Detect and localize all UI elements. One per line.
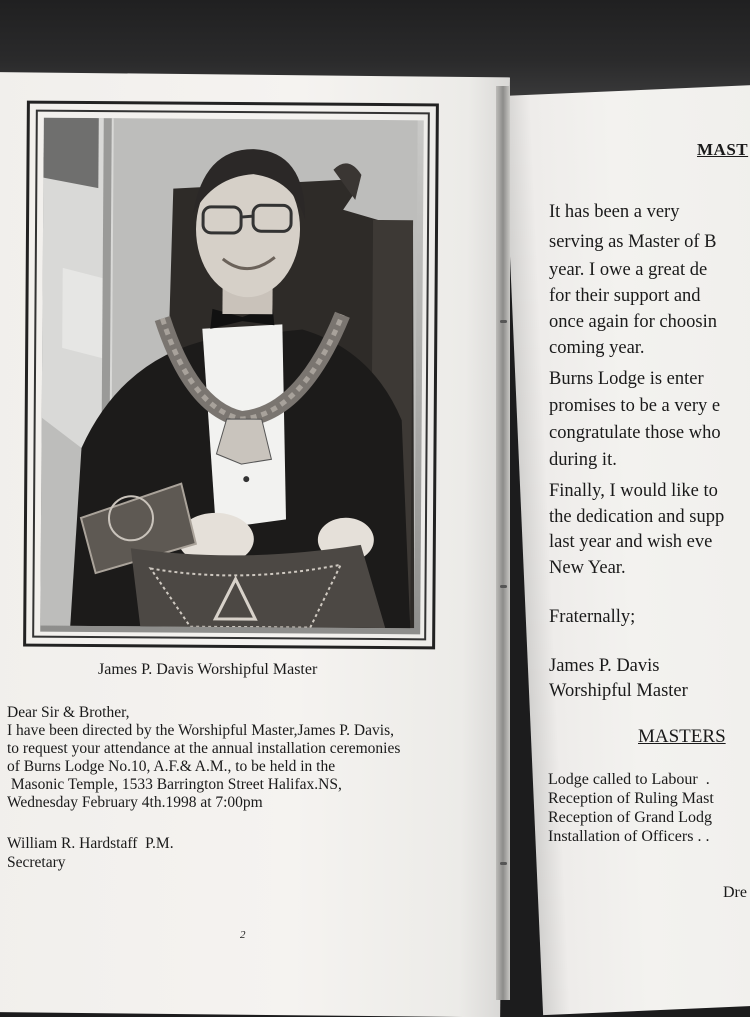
program-item: Installation of Officers . . bbox=[548, 828, 710, 845]
ceremony-program bbox=[548, 770, 714, 846]
program-item: Reception of Grand Lodg bbox=[548, 809, 712, 826]
binding-stitch bbox=[500, 585, 507, 588]
message-line: once again for choosin bbox=[549, 312, 717, 332]
message-line: serving as Master of B bbox=[549, 232, 717, 252]
signer-title: Worshipful Master bbox=[549, 681, 688, 701]
secretary-title: Secretary bbox=[7, 854, 66, 871]
letter-line: to request your attendance at the annual installation ceremonies bbox=[7, 740, 401, 757]
binding-stitch bbox=[500, 320, 507, 323]
letter-line: Wednesday February 4th.1998 at 7:00pm bbox=[7, 794, 263, 811]
message-line: last year and wish eve bbox=[549, 532, 713, 552]
invitation-letter bbox=[7, 704, 400, 812]
message-line: It has been a very bbox=[549, 202, 680, 222]
program-item: Lodge called to Labour . bbox=[548, 771, 710, 788]
message-line: coming year. bbox=[549, 338, 645, 358]
secretary-name: William R. Hardstaff P.M. bbox=[7, 835, 174, 852]
signer-name: James P. Davis bbox=[549, 656, 660, 676]
letter-line: of Burns Lodge No.10, A.F.& A.M., to be held in the bbox=[7, 758, 336, 775]
portrait-illustration bbox=[40, 118, 418, 629]
message-line: year. I owe a great de bbox=[549, 260, 708, 280]
closing-line: Fraternally; bbox=[549, 607, 636, 627]
program-item: Reception of Ruling Mast bbox=[548, 790, 714, 807]
message-line: Finally, I would like to bbox=[549, 481, 718, 501]
letter-greeting: Dear Sir & Brother, bbox=[7, 704, 130, 721]
trailing-text: Dre bbox=[723, 884, 747, 901]
message-line: during it. bbox=[549, 450, 617, 470]
masters-subheading: MASTERS bbox=[638, 726, 726, 747]
message-line: the dedication and supp bbox=[549, 507, 725, 527]
message-line: congratulate those who bbox=[549, 423, 721, 443]
message-line: promises to be a very e bbox=[549, 396, 721, 416]
message-line: Burns Lodge is enter bbox=[549, 369, 704, 389]
letter-line: Masonic Temple, 1533 Barrington Street Halifax.NS, bbox=[7, 776, 342, 793]
message-line: for their support and bbox=[549, 286, 701, 306]
secretary-signature bbox=[7, 834, 174, 872]
page-number: 2 bbox=[240, 929, 246, 941]
photo-frame bbox=[23, 101, 439, 650]
right-page-heading: MAST bbox=[697, 140, 749, 159]
binding-stitch bbox=[500, 862, 507, 865]
photo-caption: James P. Davis Worshipful Master bbox=[98, 661, 318, 678]
message-line: New Year. bbox=[549, 558, 626, 578]
portrait-photo bbox=[40, 118, 424, 635]
letter-line: I have been directed by the Worshipful Master,James P. Davis, bbox=[7, 722, 394, 739]
